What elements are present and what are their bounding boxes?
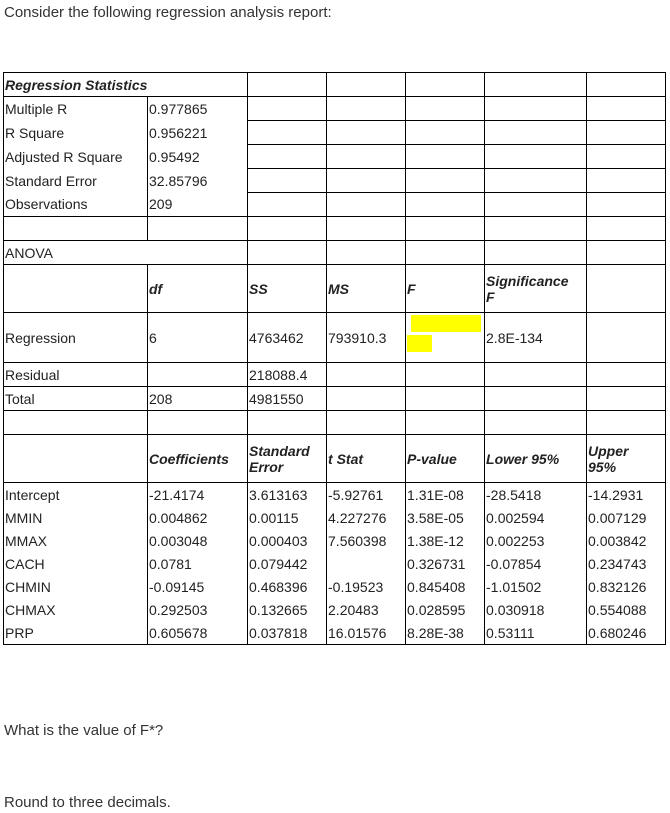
blank-row (4, 411, 666, 435)
coef-row: CACH 0.0781 0.079442 0.326731 -0.07854 0.234743 (4, 552, 666, 575)
coef-row: MMAX 0.003048 0.000403 7.560398 1.38E-12 0.002253 0.003842 (4, 529, 666, 552)
regstats-row: Adjusted R Square 0.95492 (4, 145, 666, 169)
redaction-highlight (411, 315, 481, 332)
coef-row: PRP 0.605678 0.037818 16.01576 8.28E-38 0.53111 0.680246 (4, 621, 666, 645)
anova-title: ANOVA (4, 241, 248, 265)
regstats-row: R Square 0.956221 (4, 121, 666, 145)
instruction-text: Round to three decimals. (4, 794, 171, 811)
question-intro: Consider the following regression analysis report: (4, 4, 332, 21)
regstats-row: Standard Error 32.85796 (4, 169, 666, 193)
regstats-row: Observations 209 (4, 193, 666, 217)
regression-report-table (3, 72, 666, 645)
coef-row: CHMIN -0.09145 0.468396 -0.19523 0.845408 -1.01502 0.832126 (4, 575, 666, 598)
blank-row (4, 217, 666, 241)
regstats-title: Regression Statistics (4, 73, 248, 97)
anova-residual-row: Residual 218088.4 (4, 363, 666, 387)
anova-total-row: Total 208 4981550 (4, 387, 666, 411)
question-text: What is the value of F*? (4, 722, 164, 739)
coef-row: Intercept -21.4174 3.613163 -5.92761 1.31E-08 -28.5418 -14.2931 (4, 483, 666, 507)
regstats-row: Multiple R 0.977865 (4, 97, 666, 121)
anova-regression-row: Regression 6 4763462 793910.3 2.8E-134 (4, 313, 666, 363)
redaction-highlight (407, 335, 432, 352)
coef-row: MMIN 0.004862 0.00115 4.227276 3.58E-05 0.002594 0.007129 (4, 506, 666, 529)
coef-header-row: Coefficients Standard Error t Stat P-value Lower 95% Upper 95% (4, 435, 666, 483)
anova-header-row: df SS MS F Significance F (4, 265, 666, 313)
regstats-title-row (4, 73, 666, 97)
f-value-redacted (406, 313, 485, 363)
anova-title-row (4, 241, 666, 265)
coef-row: CHMAX 0.292503 0.132665 2.20483 0.028595 0.030918 0.554088 (4, 598, 666, 621)
